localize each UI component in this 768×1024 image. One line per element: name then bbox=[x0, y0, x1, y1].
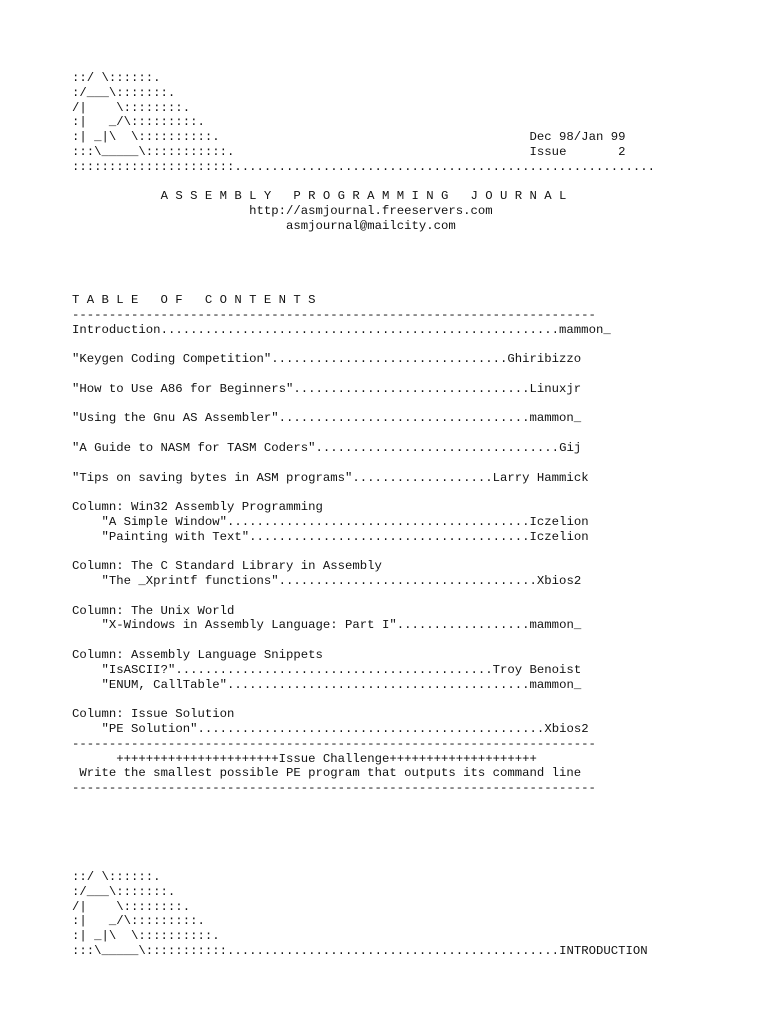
toc-column-label: Column: The C Standard Library in Assembly bbox=[72, 559, 382, 574]
toc-entry-author: Iczelion bbox=[529, 529, 589, 544]
pad bbox=[72, 678, 102, 692]
toc-entry bbox=[72, 441, 655, 456]
challenge-line bbox=[72, 766, 655, 781]
toc-entry-title: "PE Solution" bbox=[101, 722, 198, 737]
toc-entry-title: "X-Windows in Assembly Language: Part I" bbox=[101, 618, 397, 633]
logo-line-with-date bbox=[72, 130, 655, 145]
plus-rule: ++++++++++++++++++++ bbox=[389, 751, 537, 766]
email-line bbox=[72, 219, 655, 234]
toc-entry-author: Xbios2 bbox=[536, 574, 582, 589]
leader-dots: ......................................... bbox=[226, 514, 530, 529]
section-heading: INTRODUCTION bbox=[559, 944, 648, 959]
toc-entry-author: Larry Hammick bbox=[492, 470, 589, 485]
journal-email[interactable]: asmjournal@mailcity.com bbox=[286, 218, 456, 233]
toc-entry-author: mammon_ bbox=[529, 411, 582, 426]
pad bbox=[72, 574, 102, 588]
toc-column-article bbox=[72, 722, 655, 737]
logo-line: /| \::::::::. bbox=[72, 899, 191, 914]
issue-date: Dec 98/Jan 99 bbox=[529, 130, 626, 145]
toc-entry-author: Gij bbox=[559, 440, 582, 455]
toc-entry-title: "ENUM, CallTable" bbox=[101, 677, 227, 692]
logo-line: :::\_____\:::::::::::. bbox=[72, 944, 235, 959]
toc-entry-introduction bbox=[72, 323, 655, 338]
toc-entry-title: "Keygen Coding Competition" bbox=[72, 352, 272, 367]
leader-dots: .................. bbox=[396, 618, 530, 633]
toc-entry-title: "Tips on saving bytes in ASM programs" bbox=[72, 470, 353, 485]
pad bbox=[234, 145, 529, 159]
toc-entry-author: mammon_ bbox=[559, 322, 611, 337]
title-line bbox=[72, 189, 655, 204]
toc-rule: ----------------------------------------------------------------------- bbox=[72, 736, 596, 751]
toc-entry-author: mammon_ bbox=[529, 618, 582, 633]
logo-line: :| _|\ \::::::::::. bbox=[72, 929, 220, 944]
pad bbox=[72, 189, 161, 203]
journal-title: A S S E M B L Y P R O G R A M M I N G J O U R N A L bbox=[160, 189, 567, 204]
logo-line: :/___\:::::::. bbox=[72, 85, 176, 100]
toc-entry-author: Linuxjr bbox=[529, 381, 582, 396]
toc-entry-title: "Painting with Text" bbox=[101, 529, 250, 544]
logo-line: :/___\:::::::. bbox=[72, 884, 176, 899]
leader-dots: ............................................... bbox=[197, 722, 545, 737]
toc-rule: ----------------------------------------------------------------------- bbox=[72, 307, 596, 322]
logo-line: :| _/\:::::::::. bbox=[72, 115, 205, 130]
toc-column-label: Column: Win32 Assembly Programming bbox=[72, 500, 323, 515]
toc-entry bbox=[72, 411, 655, 426]
leader-dots: ...................................................... bbox=[160, 322, 560, 337]
leader-dots: ............................................ bbox=[234, 944, 560, 959]
pad bbox=[72, 663, 102, 677]
leader-dots: ......................................... bbox=[226, 677, 530, 692]
toc-entry-title: "Using the Gnu AS Assembler" bbox=[72, 411, 279, 426]
pad bbox=[72, 219, 286, 233]
toc-column-label: Column: Assembly Language Snippets bbox=[72, 648, 323, 663]
toc-entry-author: mammon_ bbox=[529, 677, 582, 692]
toc-entry-author: Xbios2 bbox=[544, 722, 589, 737]
leader-dots: .................................. bbox=[278, 411, 530, 426]
logo-line-with-issue bbox=[72, 145, 655, 160]
pad bbox=[72, 204, 249, 218]
issue-number: 2 bbox=[618, 144, 626, 159]
toc-entry-title: "A Guide to NASM for TASM Coders" bbox=[72, 440, 316, 455]
leader-dots: ................... bbox=[352, 470, 493, 485]
toc-column-article bbox=[72, 515, 655, 530]
toc-entry-title: "A Simple Window" bbox=[101, 514, 227, 529]
toc-column-article bbox=[72, 618, 655, 633]
leader-dots: ................................... bbox=[278, 574, 537, 589]
issue-label: Issue bbox=[529, 144, 567, 159]
pad bbox=[566, 145, 618, 159]
toc-heading: T A B L E O F C O N T E N T S bbox=[72, 292, 316, 307]
logo-line: :| _/\:::::::::. bbox=[72, 914, 205, 929]
pad bbox=[220, 130, 530, 144]
leader-dots: ...................................... bbox=[249, 529, 530, 544]
plus-rule: ++++++++++++++++++++++ bbox=[116, 751, 279, 766]
toc-entry-title: "IsASCII?" bbox=[101, 662, 176, 677]
challenge-banner bbox=[72, 752, 655, 767]
logo-line: /| \::::::::. bbox=[72, 100, 191, 115]
toc-column-article bbox=[72, 574, 655, 589]
toc-column-label: Column: Issue Solution bbox=[72, 707, 235, 722]
journal-document bbox=[72, 71, 655, 959]
pad bbox=[72, 752, 116, 766]
toc-entry bbox=[72, 471, 655, 486]
toc-entry-author: Ghiribizzo bbox=[507, 352, 582, 367]
toc-column-article bbox=[72, 678, 655, 693]
logo-line: ::/ \::::::. bbox=[72, 870, 161, 885]
toc-entry-title: "The _Xprintf functions" bbox=[101, 574, 279, 589]
leader-dots: ................................ bbox=[271, 352, 508, 367]
toc-entry-author: Iczelion bbox=[529, 514, 589, 529]
toc-column-article bbox=[72, 530, 655, 545]
logo-line: :| _|\ \::::::::::. bbox=[72, 130, 220, 145]
leader-dots: ........................................... bbox=[175, 662, 493, 677]
challenge-text: Write the smallest possible PE program that outputs its command line bbox=[79, 766, 582, 781]
toc-rule: ----------------------------------------------------------------------- bbox=[72, 781, 596, 796]
challenge-title: Issue Challenge bbox=[278, 751, 390, 766]
section-heading-line bbox=[72, 944, 655, 959]
toc-column-label: Column: The Unix World bbox=[72, 603, 235, 618]
toc-entry-author: Troy Benoist bbox=[492, 662, 582, 677]
leader-dots: ................................. bbox=[315, 440, 560, 455]
pad bbox=[72, 515, 102, 529]
logo-line: ::/ \::::::. bbox=[72, 71, 161, 85]
leader-dots: ................................ bbox=[293, 381, 530, 396]
toc-column-article bbox=[72, 663, 655, 678]
pad bbox=[72, 618, 102, 632]
header-dotted-rule: ::::::::::::::::::::::......................................................... bbox=[72, 159, 655, 174]
toc-entry bbox=[72, 352, 655, 367]
pad bbox=[72, 722, 102, 736]
toc-entry-title: "How to Use A86 for Beginners" bbox=[72, 381, 294, 396]
url-line bbox=[72, 204, 655, 219]
logo-line: :::\_____\:::::::::::. bbox=[72, 144, 235, 159]
toc-entry-title: Introduction bbox=[72, 322, 161, 337]
journal-url[interactable]: http://asmjournal.freeservers.com bbox=[249, 204, 493, 219]
toc-entry bbox=[72, 382, 655, 397]
pad bbox=[72, 530, 102, 544]
